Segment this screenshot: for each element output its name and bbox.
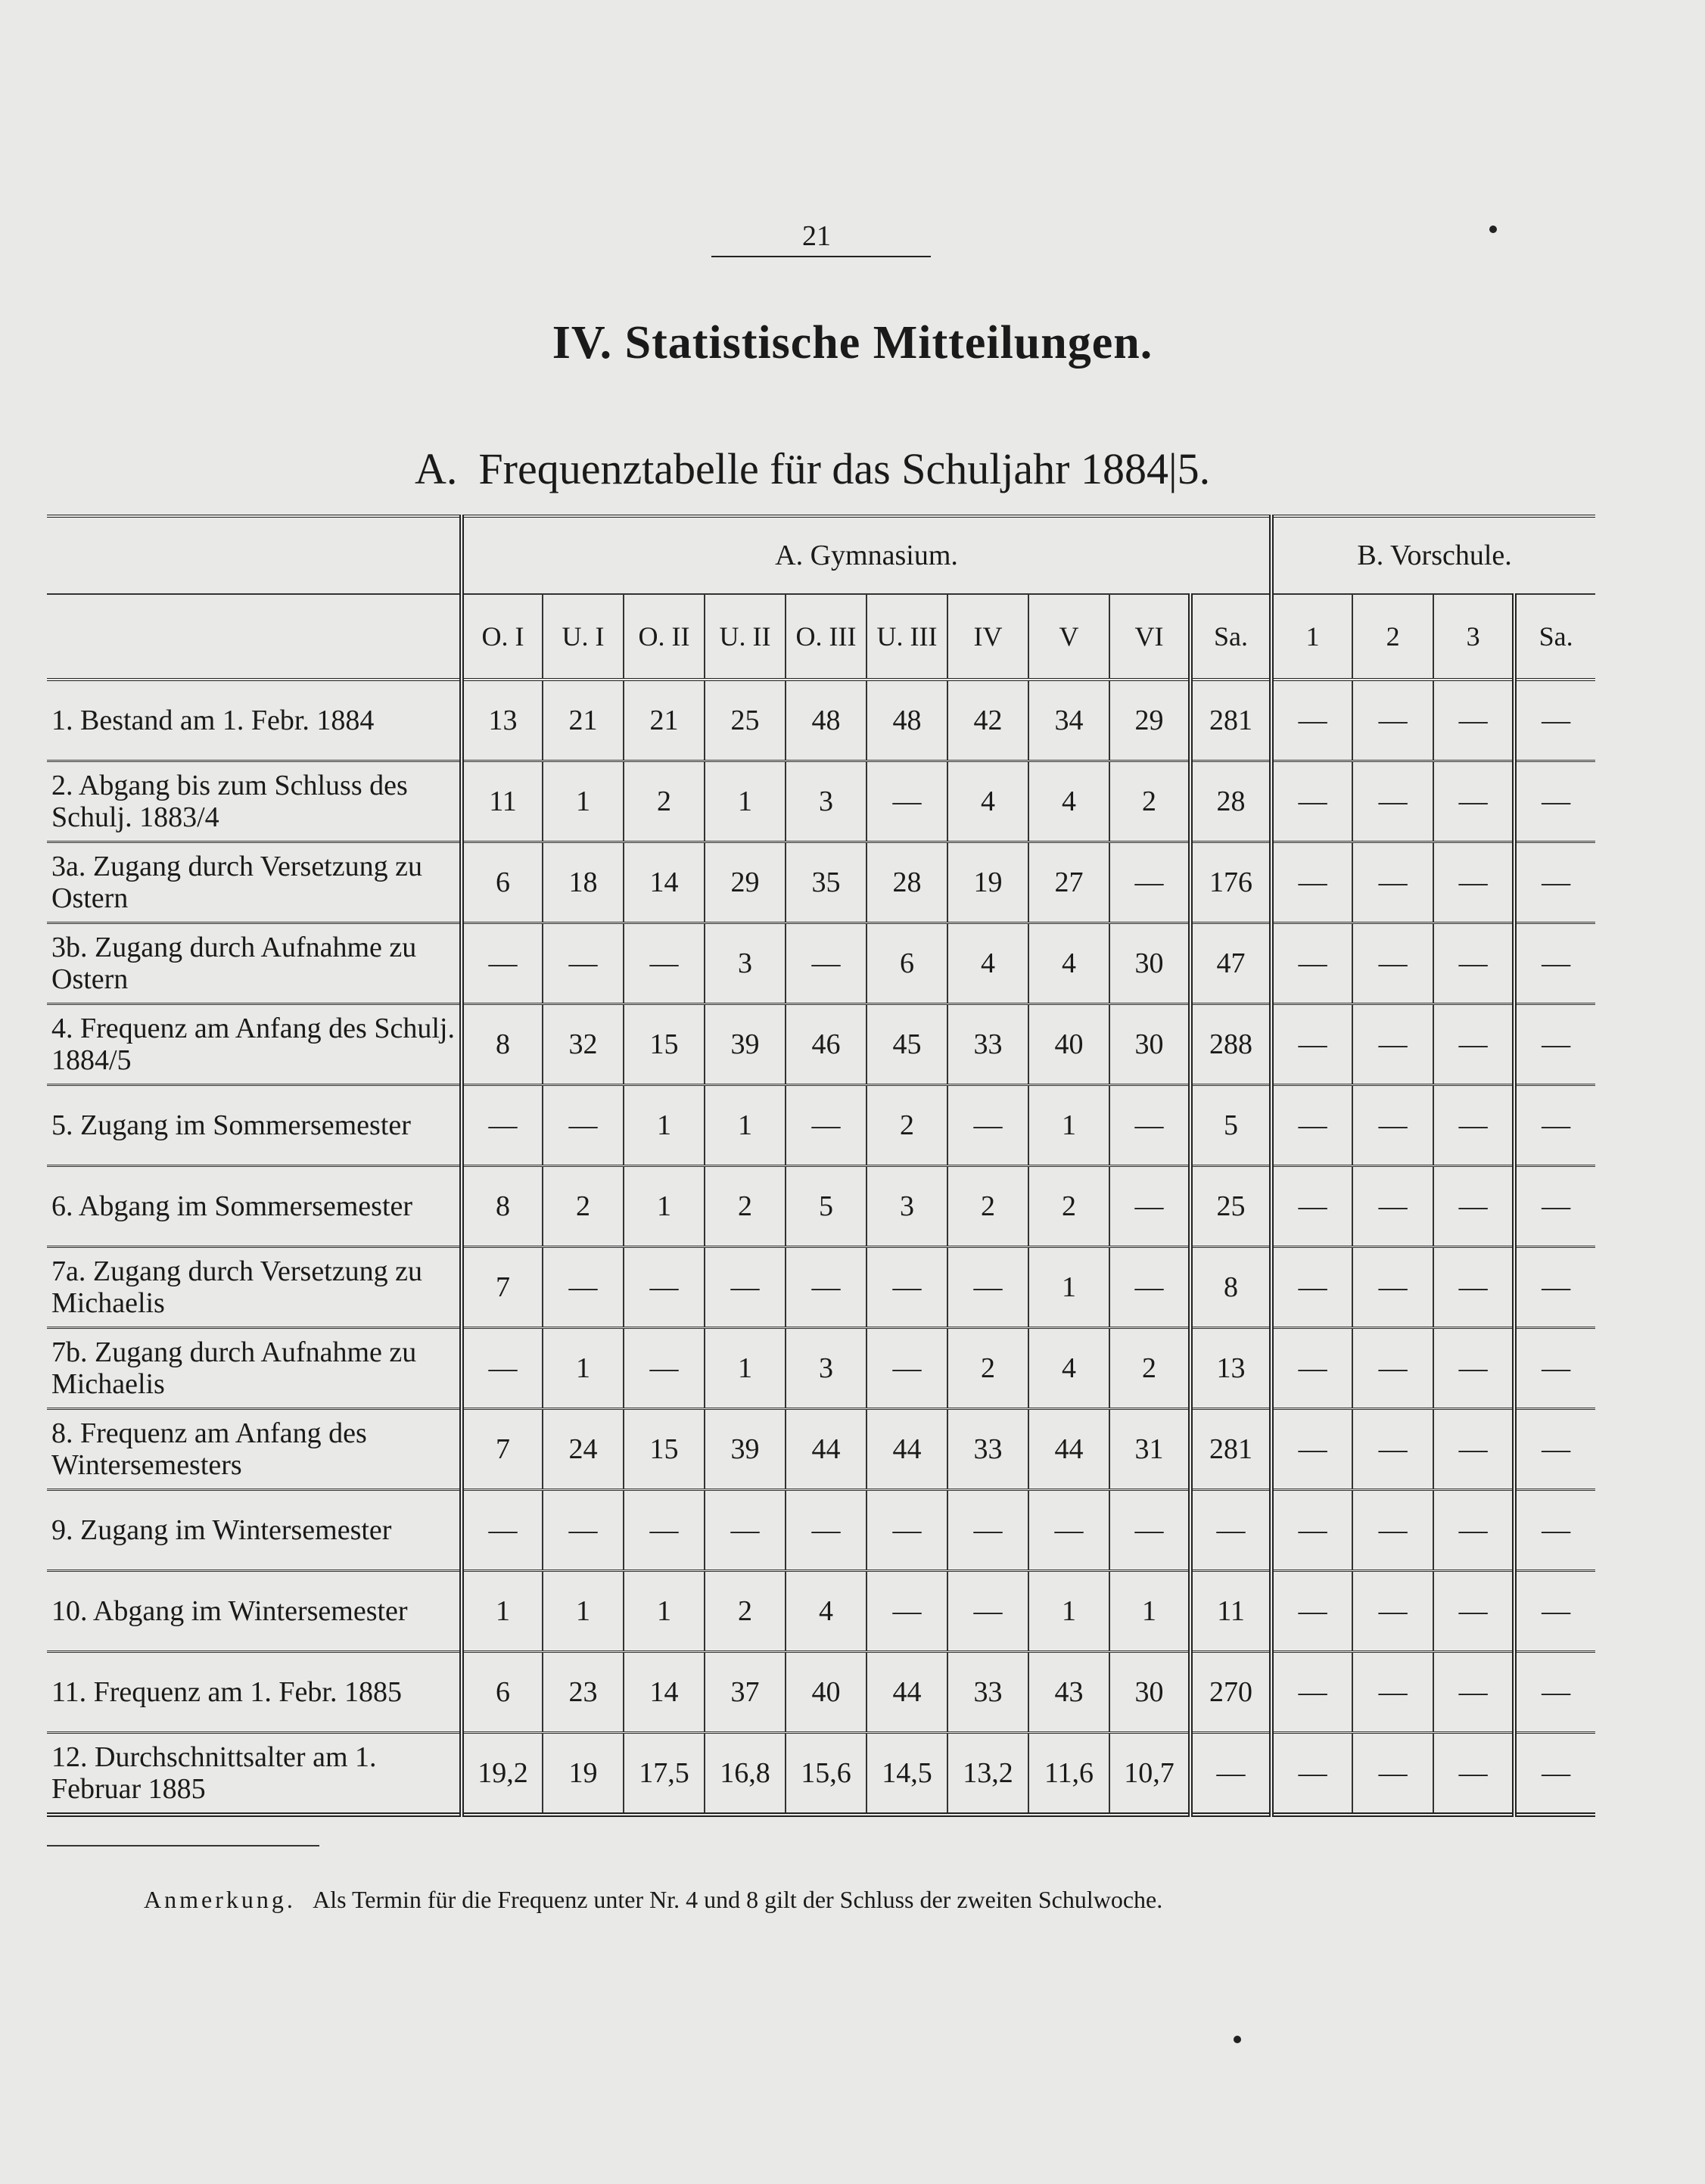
table-cell: 45	[867, 1004, 947, 1085]
table-cell: —	[1109, 1247, 1190, 1328]
table-cell: —	[1514, 923, 1595, 1004]
table-cell: 3	[705, 923, 786, 1004]
table-cell: 6	[462, 1652, 543, 1733]
table-cell: —	[1271, 1004, 1352, 1085]
column-header: V	[1028, 594, 1109, 680]
table-cell: 24	[543, 1409, 624, 1490]
table-cell: —	[1352, 1328, 1433, 1409]
table-cell: 33	[947, 1409, 1028, 1490]
table-cell: —	[867, 1328, 947, 1409]
table-cell: 1	[462, 1571, 543, 1652]
table-cell: 21	[543, 680, 624, 761]
table-title	[415, 443, 1210, 494]
table-cell: 8	[1190, 1247, 1271, 1328]
table-cell: 44	[867, 1652, 947, 1733]
table-cell: —	[1433, 1733, 1514, 1815]
table-cell: —	[462, 1085, 543, 1166]
table-cell: —	[1514, 1571, 1595, 1652]
table-cell: —	[1433, 923, 1514, 1004]
table-cell: 270	[1190, 1652, 1271, 1733]
table-cell: —	[1352, 761, 1433, 842]
table-cell: —	[1271, 1085, 1352, 1166]
table-cell: —	[947, 1571, 1028, 1652]
table-cell: —	[1271, 1571, 1352, 1652]
table-cell: 1	[1028, 1085, 1109, 1166]
table-cell: 17,5	[624, 1733, 705, 1815]
column-header: 1	[1271, 594, 1352, 680]
table-row	[47, 1652, 1595, 1733]
table-cell: 5	[1190, 1085, 1271, 1166]
table-cell: 44	[786, 1409, 867, 1490]
table-cell: —	[867, 1490, 947, 1571]
label-header-blank	[47, 594, 462, 680]
table-row	[47, 1004, 1595, 1085]
table-cell: 19,2	[462, 1733, 543, 1815]
table-cell: —	[1514, 1085, 1595, 1166]
table-cell: —	[462, 1328, 543, 1409]
table-cell: —	[1271, 923, 1352, 1004]
table-cell: —	[1352, 1409, 1433, 1490]
table-cell: 13	[462, 680, 543, 761]
table-cell: 2	[624, 761, 705, 842]
table-cell: 2	[705, 1571, 786, 1652]
table-cell: 11,6	[1028, 1733, 1109, 1815]
table-cell: 40	[786, 1652, 867, 1733]
table-cell: 30	[1109, 923, 1190, 1004]
row-label: 9. Zugang im Wintersemester	[47, 1490, 462, 1571]
table-cell: —	[1514, 842, 1595, 923]
table-cell: —	[1433, 680, 1514, 761]
table-cell: 15,6	[786, 1733, 867, 1815]
table-cell: —	[1352, 1652, 1433, 1733]
section-title	[0, 316, 1705, 370]
table-cell: 4	[1028, 923, 1109, 1004]
table-cell: —	[1028, 1490, 1109, 1571]
table-cell: —	[624, 1490, 705, 1571]
column-header-row	[47, 594, 1595, 680]
table-cell: —	[1514, 1004, 1595, 1085]
row-label: 5. Zugang im Sommersemester	[47, 1085, 462, 1166]
table-cell: 14	[624, 842, 705, 923]
row-label: 7a. Zugang durch Versetzung zu Michaelis	[47, 1247, 462, 1328]
table-cell: —	[1352, 842, 1433, 923]
table-cell: 1	[543, 761, 624, 842]
table-cell: 2	[867, 1085, 947, 1166]
table-cell: 1	[705, 1085, 786, 1166]
table-cell: 44	[1028, 1409, 1109, 1490]
table-cell: —	[1514, 1247, 1595, 1328]
table-cell: —	[1271, 1490, 1352, 1571]
table-cell: 1	[624, 1166, 705, 1247]
table-cell: —	[1271, 1733, 1352, 1815]
column-header: IV	[947, 594, 1028, 680]
column-header: U. III	[867, 594, 947, 680]
table-cell: —	[462, 1490, 543, 1571]
column-header: U. I	[543, 594, 624, 680]
table-cell: 13	[1190, 1328, 1271, 1409]
table-row	[47, 1571, 1595, 1652]
table-cell: —	[867, 1247, 947, 1328]
table-cell: —	[1190, 1733, 1271, 1815]
table-cell: —	[1352, 1490, 1433, 1571]
table-cell: —	[1433, 1004, 1514, 1085]
table-cell: 7	[462, 1409, 543, 1490]
table-cell: —	[1271, 1247, 1352, 1328]
table-row	[47, 1166, 1595, 1247]
table-cell: —	[1433, 1409, 1514, 1490]
row-label: 7b. Zugang durch Aufnahme zu Michaelis	[47, 1328, 462, 1409]
table-cell: —	[705, 1490, 786, 1571]
table-row	[47, 923, 1595, 1004]
table-cell: —	[1109, 1166, 1190, 1247]
row-label: 11. Frequenz am 1. Febr. 1885	[47, 1652, 462, 1733]
frequency-table	[47, 515, 1595, 1817]
row-label: 4. Frequenz am Anfang des Schulj. 1884/5	[47, 1004, 462, 1085]
row-label: 2. Abgang bis zum Schluss des Schulj. 1883/4	[47, 761, 462, 842]
table-cell: 35	[786, 842, 867, 923]
table-cell: 28	[1190, 761, 1271, 842]
table-cell: —	[1352, 1004, 1433, 1085]
table-title-text: Frequenztabelle für das Schuljahr 1884|5.	[478, 444, 1211, 493]
table-cell: —	[1109, 842, 1190, 923]
table-cell: 39	[705, 1004, 786, 1085]
table-cell: 25	[705, 680, 786, 761]
table-cell: —	[624, 923, 705, 1004]
table-cell: 2	[1109, 1328, 1190, 1409]
table-row	[47, 680, 1595, 761]
table-cell: 31	[1109, 1409, 1190, 1490]
table-cell: 34	[1028, 680, 1109, 761]
table-cell: 3	[786, 1328, 867, 1409]
table-cell: 48	[786, 680, 867, 761]
section-title-text: Statistische Mitteilungen.	[624, 317, 1153, 369]
table-cell: —	[1271, 680, 1352, 761]
table-cell: 13,2	[947, 1733, 1028, 1815]
table-cell: —	[1514, 761, 1595, 842]
footnote-label: Anmerkung.	[144, 1886, 296, 1913]
table-cell: —	[1271, 1328, 1352, 1409]
gymnasium-header: A. Gymnasium.	[462, 516, 1271, 594]
table-cell: —	[1433, 1652, 1514, 1733]
table-cell: —	[543, 923, 624, 1004]
table-body	[47, 680, 1595, 1815]
speck-dot	[1234, 2036, 1241, 2043]
row-label: 12. Durchschnittsalter am 1. Februar 1885	[47, 1733, 462, 1815]
table-cell: —	[1352, 1085, 1433, 1166]
table-cell: 3	[786, 761, 867, 842]
column-header: O. III	[786, 594, 867, 680]
table-cell: 2	[543, 1166, 624, 1247]
column-header: O. II	[624, 594, 705, 680]
table-cell: 2	[1028, 1166, 1109, 1247]
table-cell: —	[1514, 1652, 1595, 1733]
label-header	[47, 516, 462, 594]
footnote-text: Als Termin für die Frequenz unter Nr. 4 und 8 gilt der Schluss der zweiten Schulwoche.	[313, 1886, 1163, 1913]
table-cell: 11	[1190, 1571, 1271, 1652]
table-cell: 7	[462, 1247, 543, 1328]
table-cell: —	[543, 1247, 624, 1328]
table-cell: —	[1109, 1085, 1190, 1166]
table-cell: 48	[867, 680, 947, 761]
speck-dot	[1489, 226, 1497, 233]
table-cell: 10,7	[1109, 1733, 1190, 1815]
table-cell: 43	[1028, 1652, 1109, 1733]
table-cell: 32	[543, 1004, 624, 1085]
table-title-letter: A.	[415, 444, 458, 493]
table-cell: —	[543, 1490, 624, 1571]
table-cell: —	[786, 1247, 867, 1328]
table-cell: 1	[705, 1328, 786, 1409]
table-cell: —	[947, 1490, 1028, 1571]
table-row	[47, 1328, 1595, 1409]
table-cell: —	[1352, 1571, 1433, 1652]
group-header-row	[47, 516, 1595, 594]
table-cell: 14	[624, 1652, 705, 1733]
table-cell: 1	[1028, 1571, 1109, 1652]
table-row	[47, 1247, 1595, 1328]
table-cell: —	[1433, 842, 1514, 923]
table-cell: 29	[1109, 680, 1190, 761]
table-cell: 6	[867, 923, 947, 1004]
table-cell: 1	[543, 1571, 624, 1652]
table-cell: 16,8	[705, 1733, 786, 1815]
column-header: 3	[1433, 594, 1514, 680]
table-cell: 5	[786, 1166, 867, 1247]
table-cell: 19	[947, 842, 1028, 923]
table-cell: 29	[705, 842, 786, 923]
table-cell: —	[1514, 1328, 1595, 1409]
table-row	[47, 1733, 1595, 1815]
column-header: 2	[1352, 594, 1433, 680]
table-cell: 2	[947, 1328, 1028, 1409]
footnote	[144, 1886, 1162, 1914]
table-cell: —	[1271, 842, 1352, 923]
table-cell: —	[786, 1490, 867, 1571]
table-cell: 4	[786, 1571, 867, 1652]
table-row	[47, 761, 1595, 842]
table-cell: 176	[1190, 842, 1271, 923]
table-cell: —	[624, 1328, 705, 1409]
table-cell: —	[1271, 761, 1352, 842]
table-cell: 46	[786, 1004, 867, 1085]
table-cell: —	[1109, 1490, 1190, 1571]
table-cell: —	[1433, 761, 1514, 842]
table-cell: 2	[1109, 761, 1190, 842]
row-label: 3b. Zugang durch Aufnahme zu Ostern	[47, 923, 462, 1004]
table-cell: 37	[705, 1652, 786, 1733]
table-cell: —	[1352, 923, 1433, 1004]
table-cell: 2	[705, 1166, 786, 1247]
table-cell: 1	[1028, 1247, 1109, 1328]
table-cell: —	[624, 1247, 705, 1328]
table-cell: 18	[543, 842, 624, 923]
table-cell: —	[1514, 1409, 1595, 1490]
vorschule-header: B. Vorschule.	[1271, 516, 1595, 594]
table-cell: —	[1433, 1328, 1514, 1409]
table-cell: —	[786, 923, 867, 1004]
table-cell: 21	[624, 680, 705, 761]
table-cell: —	[462, 923, 543, 1004]
table-cell: —	[1433, 1571, 1514, 1652]
table-cell: —	[1433, 1247, 1514, 1328]
table-cell: 8	[462, 1166, 543, 1247]
table-row	[47, 1490, 1595, 1571]
table-cell: —	[1433, 1085, 1514, 1166]
section-numeral: IV.	[552, 317, 613, 369]
table-cell: 6	[462, 842, 543, 923]
table-cell: —	[1190, 1490, 1271, 1571]
table-cell: 288	[1190, 1004, 1271, 1085]
table-cell: —	[1352, 1733, 1433, 1815]
table-cell: 14,5	[867, 1733, 947, 1815]
table-cell: 33	[947, 1004, 1028, 1085]
table-cell: 4	[1028, 1328, 1109, 1409]
table-cell: 8	[462, 1004, 543, 1085]
table-cell: 3	[867, 1166, 947, 1247]
table-row	[47, 842, 1595, 923]
column-header: VI	[1109, 594, 1190, 680]
table-cell: 30	[1109, 1652, 1190, 1733]
row-label: 3a. Zugang durch Versetzung zu Ostern	[47, 842, 462, 923]
table-cell: 1	[624, 1571, 705, 1652]
row-label: 1. Bestand am 1. Febr. 1884	[47, 680, 462, 761]
row-label: 10. Abgang im Wintersemester	[47, 1571, 462, 1652]
table-row	[47, 1409, 1595, 1490]
table-cell: —	[1514, 1490, 1595, 1571]
page-number-rule	[711, 256, 931, 257]
table-cell: 4	[947, 761, 1028, 842]
table-cell: 281	[1190, 1409, 1271, 1490]
table-cell: 4	[1028, 761, 1109, 842]
table-cell: —	[1433, 1166, 1514, 1247]
table-cell: 4	[947, 923, 1028, 1004]
table-cell: 15	[624, 1409, 705, 1490]
table-cell: —	[947, 1085, 1028, 1166]
table-cell: 2	[947, 1166, 1028, 1247]
table-cell: —	[1352, 680, 1433, 761]
table-cell: 33	[947, 1652, 1028, 1733]
column-header: O. I	[462, 594, 543, 680]
table-cell: 11	[462, 761, 543, 842]
table-cell: —	[1271, 1652, 1352, 1733]
column-header: Sa.	[1514, 594, 1595, 680]
table-cell: 15	[624, 1004, 705, 1085]
table-cell: 47	[1190, 923, 1271, 1004]
table-cell: —	[1352, 1166, 1433, 1247]
page-number: 21	[802, 220, 831, 252]
footnote-rule	[47, 1845, 319, 1846]
table-cell: —	[1433, 1490, 1514, 1571]
table-cell: —	[786, 1085, 867, 1166]
table-cell: 19	[543, 1733, 624, 1815]
table-cell: —	[947, 1247, 1028, 1328]
table-cell: —	[1271, 1166, 1352, 1247]
row-label: 8. Frequenz am Anfang des Wintersemesters	[47, 1409, 462, 1490]
table-row	[47, 1085, 1595, 1166]
table-cell: 40	[1028, 1004, 1109, 1085]
table-cell: —	[867, 1571, 947, 1652]
column-header: Sa.	[1190, 594, 1271, 680]
table-cell: —	[867, 761, 947, 842]
table-cell: 281	[1190, 680, 1271, 761]
table-cell: 44	[867, 1409, 947, 1490]
table-cell: —	[1352, 1247, 1433, 1328]
table-cell: —	[1514, 680, 1595, 761]
table-cell: 1	[543, 1328, 624, 1409]
table-cell: 42	[947, 680, 1028, 761]
table-cell: 25	[1190, 1166, 1271, 1247]
table-cell: —	[543, 1085, 624, 1166]
table-cell: 1	[1109, 1571, 1190, 1652]
table-cell: 1	[705, 761, 786, 842]
table-cell: 28	[867, 842, 947, 923]
table-cell: —	[705, 1247, 786, 1328]
table-cell: 30	[1109, 1004, 1190, 1085]
table-cell: —	[1514, 1166, 1595, 1247]
table-cell: 39	[705, 1409, 786, 1490]
row-label: 6. Abgang im Sommersemester	[47, 1166, 462, 1247]
table-cell: 27	[1028, 842, 1109, 923]
column-header: U. II	[705, 594, 786, 680]
table-cell: —	[1271, 1409, 1352, 1490]
table-cell: 1	[624, 1085, 705, 1166]
table-cell: 23	[543, 1652, 624, 1733]
table-cell: —	[1514, 1733, 1595, 1815]
